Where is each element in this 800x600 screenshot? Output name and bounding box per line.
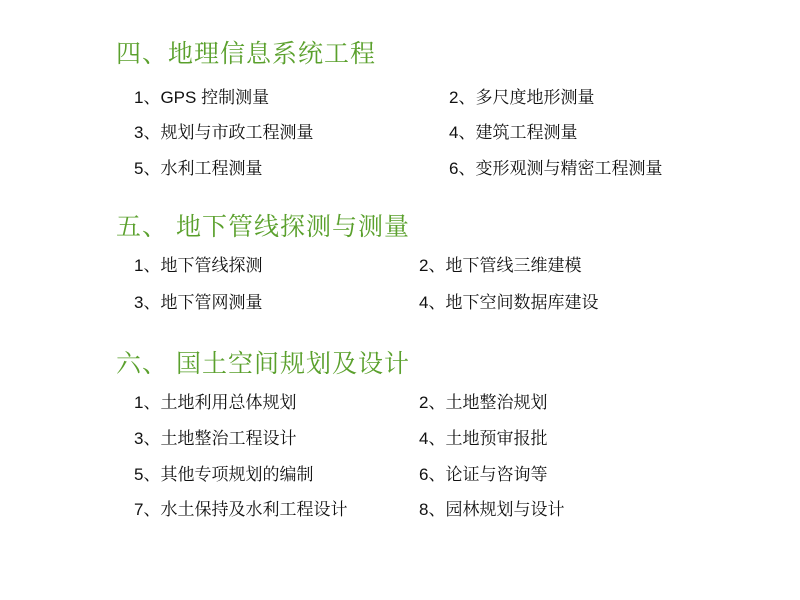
section-items-5 bbox=[134, 254, 770, 315]
section-title-4: 四、地理信息系统工程 bbox=[116, 40, 377, 68]
section-spacer bbox=[30, 328, 770, 348]
list-row bbox=[134, 291, 770, 316]
list-item: 8、园林规划与设计 bbox=[419, 500, 565, 520]
list-item: 5、其他专项规划的编制 bbox=[134, 464, 314, 484]
list-item: 1、地下管线探测 bbox=[134, 256, 263, 276]
list-row bbox=[134, 427, 770, 452]
section-items-4 bbox=[134, 86, 770, 182]
list-item: 1、土地利用总体规划 bbox=[134, 393, 297, 413]
section-title-5: 五、 地下管线探测与测量 bbox=[116, 212, 410, 241]
list-item: 5、水利工程测量 bbox=[134, 159, 263, 179]
list-row bbox=[134, 86, 770, 111]
list-item: 4、建筑工程测量 bbox=[449, 123, 578, 143]
list-item: 1、GPS 控制测量 bbox=[134, 87, 270, 107]
list-item: 3、土地整治工程设计 bbox=[134, 429, 297, 449]
section-items-6 bbox=[134, 391, 770, 523]
list-row bbox=[134, 157, 770, 182]
list-item: 4、地下空间数据库建设 bbox=[419, 293, 599, 313]
list-item: 4、土地预审报批 bbox=[419, 429, 548, 449]
list-item: 3、规划与市政工程测量 bbox=[134, 123, 314, 143]
list-item: 7、水土保持及水利工程设计 bbox=[134, 500, 348, 520]
list-row bbox=[134, 254, 770, 279]
section-spacer bbox=[30, 193, 770, 211]
list-row bbox=[134, 121, 770, 146]
section-geographic-information-system bbox=[30, 38, 770, 182]
list-row bbox=[134, 463, 770, 488]
section-title-6: 六、 国土空间规划及设计 bbox=[116, 349, 410, 378]
list-row bbox=[134, 391, 770, 416]
list-item: 2、地下管线三维建模 bbox=[419, 256, 582, 276]
section-underground-pipeline-survey bbox=[30, 211, 770, 316]
list-item: 2、多尺度地形测量 bbox=[449, 87, 595, 107]
list-row bbox=[134, 498, 770, 523]
list-item: 3、地下管网测量 bbox=[134, 293, 263, 313]
section-territorial-spatial-planning bbox=[30, 348, 770, 523]
list-item: 2、土地整治规划 bbox=[419, 393, 548, 413]
list-item: 6、论证与咨询等 bbox=[419, 464, 548, 484]
list-item: 6、变形观测与精密工程测量 bbox=[449, 159, 663, 179]
